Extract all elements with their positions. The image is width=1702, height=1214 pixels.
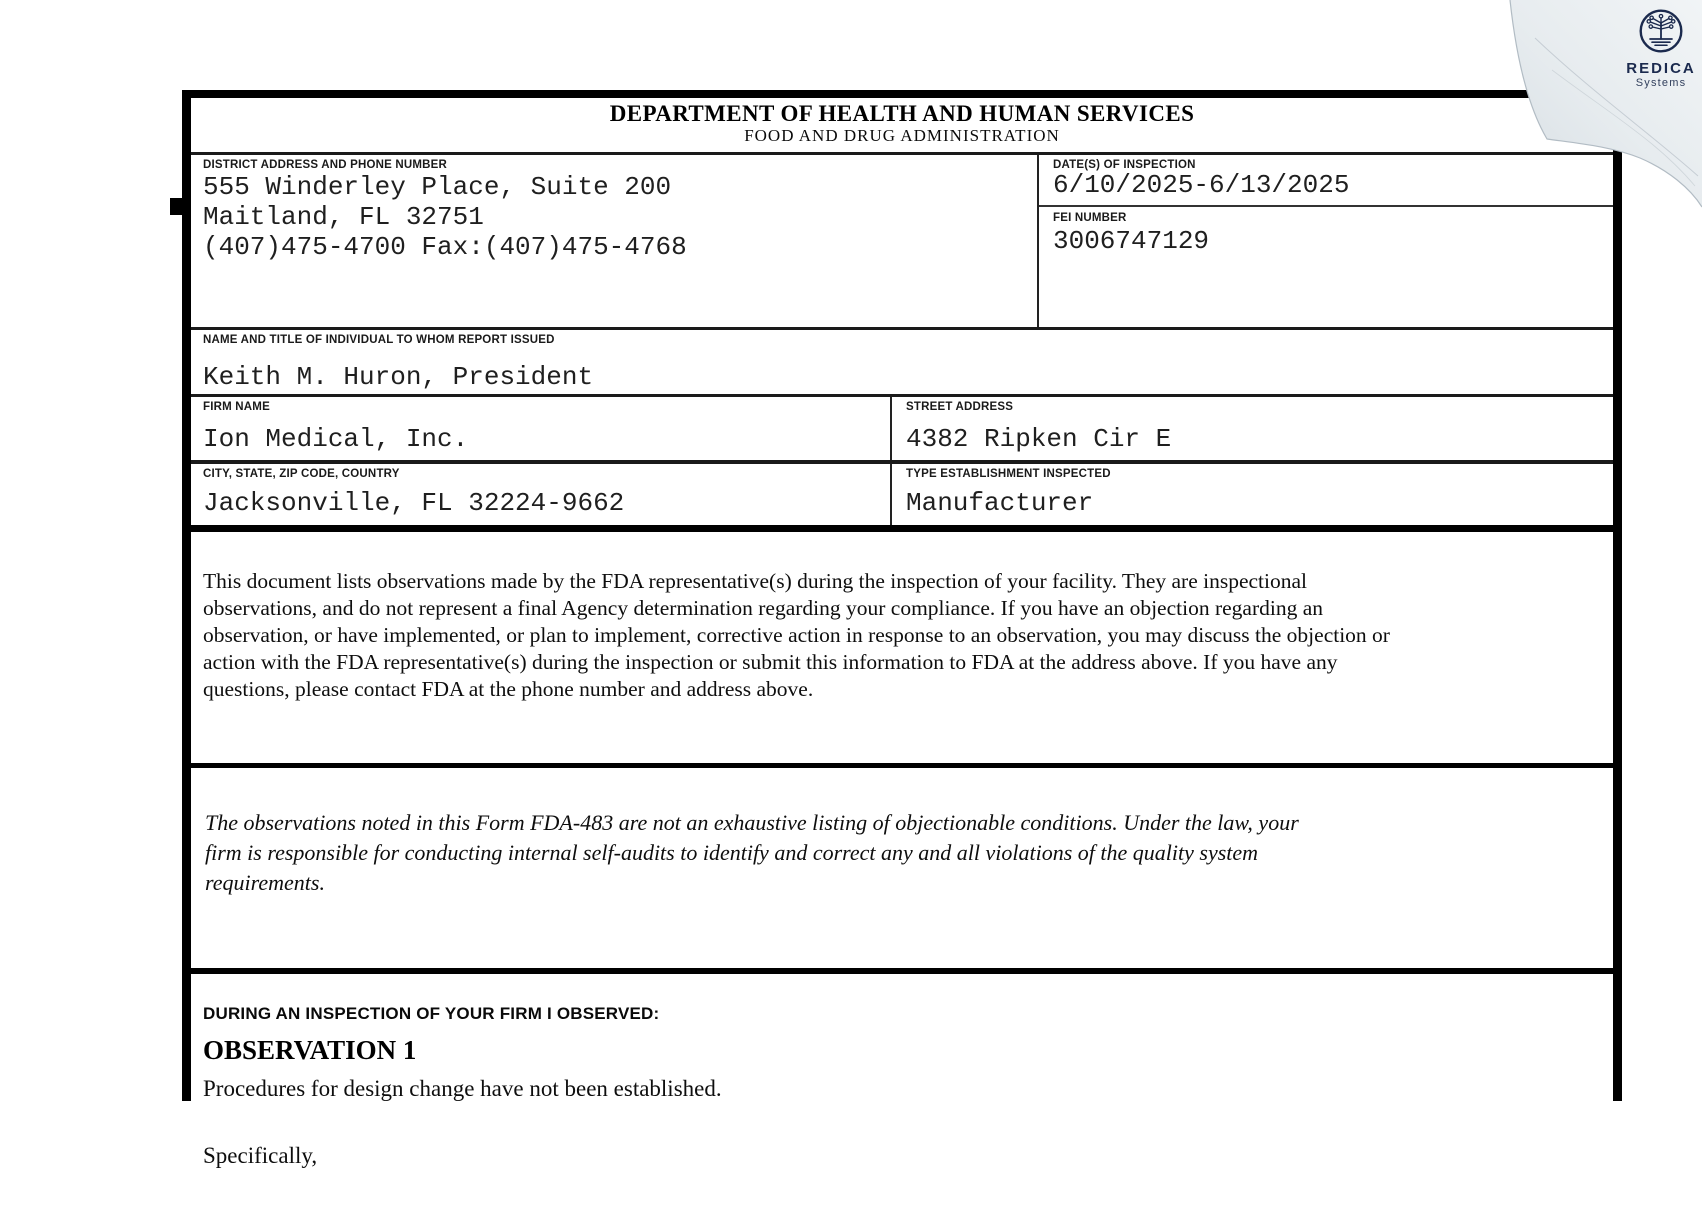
firm-name-cell — [191, 397, 892, 460]
row-district-dates — [191, 155, 1613, 330]
department-title: DEPARTMENT OF HEALTH AND HUMAN SERVICES — [609, 101, 1195, 126]
text-line: observations, and do not represent a final Agency determination regarding your compliance. If you have an objection regarding an — [203, 596, 1324, 620]
row-issued-to — [191, 330, 1613, 397]
observation-1-heading: OBSERVATION 1 — [203, 1035, 417, 1065]
text-line: 555 Winderley Place, Suite 200 — [203, 172, 672, 202]
city-state-zip-label: CITY, STATE, ZIP CODE, COUNTRY — [203, 468, 400, 480]
text-line: firm is responsible for conducting internal self-audits to identify and correct any and all violations of the quality system — [205, 840, 1259, 865]
observation-intro: DURING AN INSPECTION OF YOUR FIRM I OBSERVED: — [203, 1004, 660, 1023]
issued-to-label: NAME AND TITLE OF INDIVIDUAL TO WHOM REPORT ISSUED — [203, 334, 555, 346]
district-address-cell — [191, 155, 1039, 327]
text-line: This document lists observations made by the FDA representative(s) during the inspection of your facility. They are inspectional — [203, 569, 1307, 593]
disclaimer-paragraph — [191, 768, 1613, 974]
street-address-value: 4382 Ripken Cir E — [906, 424, 1172, 454]
agency-subtitle: FOOD AND DRUG ADMINISTRATION — [744, 126, 1060, 145]
redica-systems-logo — [1620, 8, 1702, 89]
establishment-type-cell — [892, 464, 1613, 525]
text-line: questions, please contact FDA at the phone number and address above. — [203, 677, 814, 701]
district-address-label: DISTRICT ADDRESS AND PHONE NUMBER — [203, 159, 448, 171]
logo-subtext: Systems — [1635, 77, 1687, 89]
text-line: Maitland, FL 32751 — [203, 202, 484, 232]
row-city-type — [191, 464, 1613, 532]
establishment-type-value: Manufacturer — [906, 488, 1094, 518]
logo-wordmark: REDICA — [1626, 60, 1696, 77]
inspection-dates-label: DATE(S) OF INSPECTION — [1053, 159, 1196, 171]
district-address-value — [203, 172, 1027, 262]
form-header — [191, 98, 1613, 155]
redica-tree-icon — [1638, 8, 1684, 54]
street-address-label: STREET ADDRESS — [906, 401, 1014, 413]
scan-artifact-mark — [170, 198, 184, 215]
issued-to-value: Keith M. Huron, President — [203, 362, 594, 392]
observation-1-text: Procedures for design change have not been established. — [203, 1076, 722, 1101]
inspection-dates-value: 6/10/2025-6/13/2025 — [1053, 170, 1350, 200]
text-line: action with the FDA representative(s) during the inspection or submit this information to FDA at the address above. If you have any — [203, 650, 1338, 674]
form-483-table — [182, 90, 1622, 1168]
fei-number-label: FEI NUMBER — [1053, 212, 1127, 224]
street-address-cell — [892, 397, 1613, 460]
fei-number-value: 3006747129 — [1053, 226, 1210, 256]
text-line: requirements. — [205, 870, 325, 895]
observations-section — [191, 974, 1613, 1214]
city-state-zip-value: Jacksonville, FL 32224-9662 — [203, 488, 625, 518]
inspection-notice-paragraph — [191, 532, 1613, 768]
city-state-zip-cell — [191, 464, 892, 525]
establishment-type-label: TYPE ESTABLISHMENT INSPECTED — [906, 468, 1111, 480]
firm-name-value: Ion Medical, Inc. — [203, 424, 469, 454]
text-line: The observations noted in this Form FDA-483 are not an exhaustive listing of objectionable conditions. Under the law, your — [205, 810, 1299, 835]
firm-name-label: FIRM NAME — [203, 401, 270, 413]
observation-specifically-text: Specifically, — [203, 1143, 318, 1168]
row-firm-street — [191, 397, 1613, 464]
text-line: observation, or have implemented, or plan to implement, corrective action in response to an observation, you may discuss the objection or — [203, 623, 1390, 647]
text-line: (407)475-4700 Fax:(407)475-4768 — [203, 232, 687, 262]
